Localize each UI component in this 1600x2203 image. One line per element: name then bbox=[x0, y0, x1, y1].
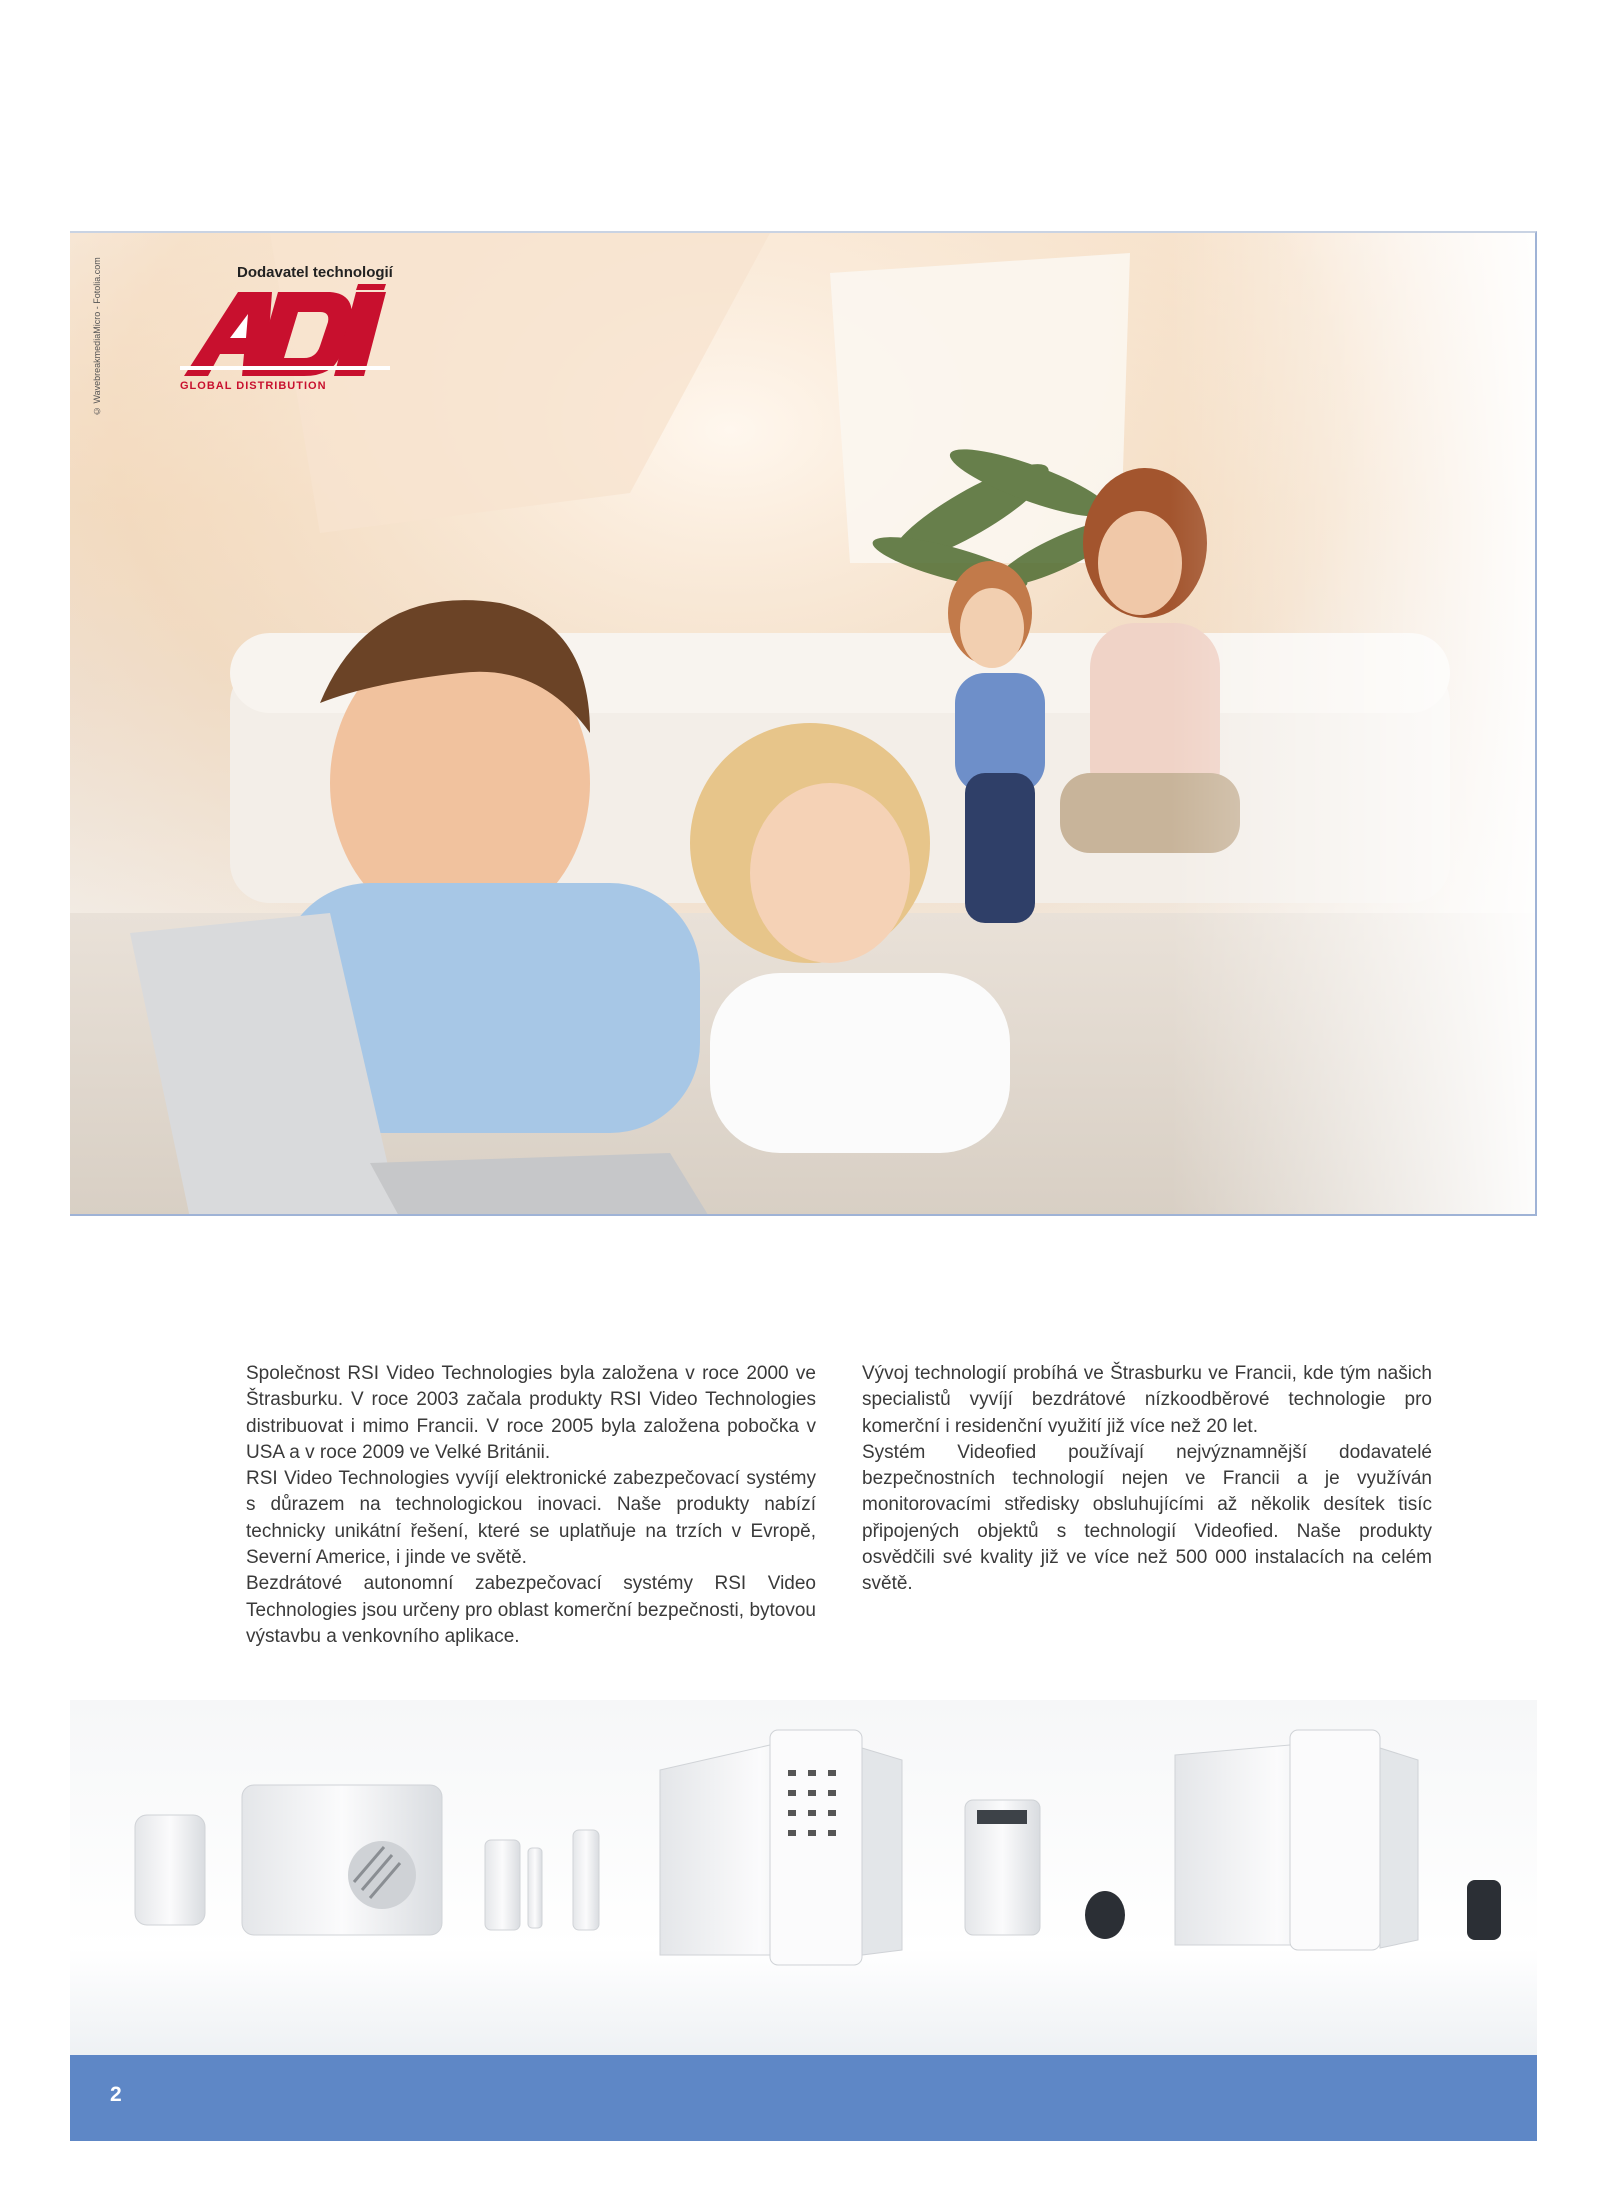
paragraph: Společnost RSI Video Technologies byla založena v roce 2000 ve Štrasburku. V roce 2003 začala produkty RSI Video Technologies distribuovat i mimo Francii. V roce 2005 byla založena pobočka v USA a v roce 2009 ve Velké Británii. bbox=[246, 1363, 816, 1463]
body-text-left bbox=[246, 1361, 816, 1650]
logo-subline: GLOBAL DISTRIBUTION bbox=[180, 380, 327, 392]
adi-wordmark-graphic bbox=[180, 284, 390, 379]
product-lineup-photo bbox=[70, 1700, 1537, 2055]
body-text-right bbox=[862, 1361, 1432, 1598]
paragraph: RSI Video Technologies vyvíjí elektronické zabezpečovací systémy s důrazem na technologickou inovaci. Naše produkty nabízí technicky unikátní řešení, které se uplatňuje na trzích v Evropě, Severní Americe, i jinde ve světě. bbox=[246, 1468, 816, 1569]
product-lineup-illustration bbox=[70, 1700, 1537, 2055]
paragraph: Systém Videofied používají nejvýznamnější dodavatelé bezpečnostních technologií nejen ve Francii a je využíván monitorovacími středisky obsluhujícími až několik desítek tisíc připojených objektů s technologií Videofied. Naše produkty osvědčili své kvality již ve více než 500 000 instalacích na celém světě. bbox=[862, 1441, 1432, 1595]
photo-credit: © WavebreakmediaMicro - Fotolia.com bbox=[92, 257, 102, 416]
paragraph: Bezdrátové autonomní zabezpečovací systémy RSI Video Technologies jsou určeny pro oblast komerční bezpečnosti, bytovou výstavbu a venkovního aplikace. bbox=[246, 1573, 816, 1647]
logo-tagline: Dodavatel technologií bbox=[237, 264, 393, 281]
footer-bar bbox=[70, 2055, 1537, 2141]
page-number: 2 bbox=[110, 2083, 122, 2106]
adi-logo bbox=[180, 264, 410, 394]
paragraph: Vývoj technologií probíhá ve Štrasburku ve Francii, kde tým našich specialistů vyvíjí bezdrátové nízkoodběrové technologie pro komerční i residenční využití již více než 20 let. bbox=[862, 1363, 1432, 1437]
